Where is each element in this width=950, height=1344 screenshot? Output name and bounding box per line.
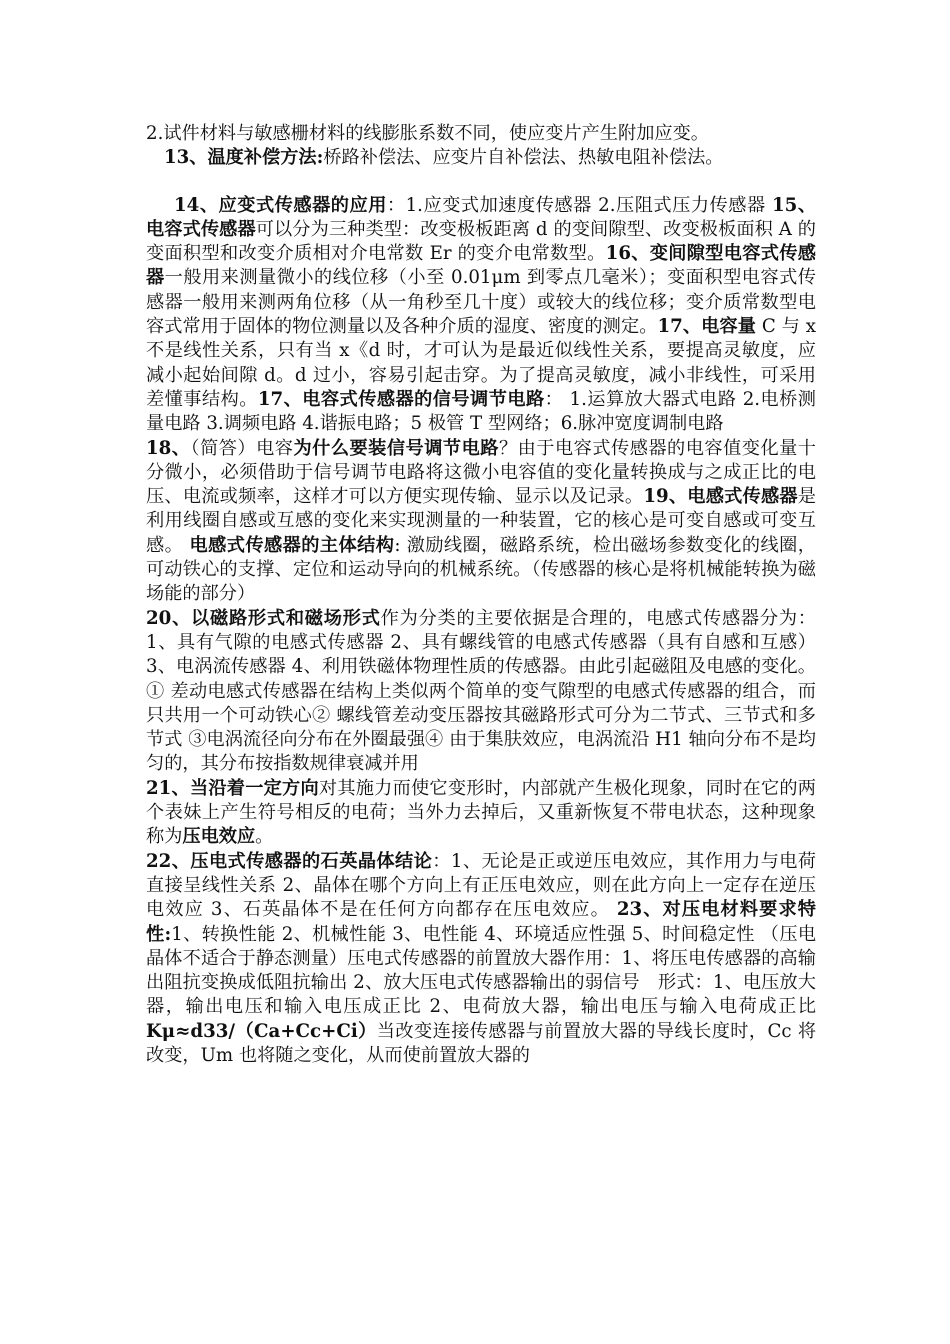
text: 1、转换性能 2、机械性能 3、电性能 4、环境适应性强 5、时间稳定性 （压电晶体不适合于静态测量）压电式传感器的前置放大器作用：1、将压电传感器的高输出阻抗变换成低阻抗输出 2、放大压电式传感器输出的弱信号 形式：1、电压放大器，输出电压和输入电压成正比 2、电荷放大器，输出电压与输入电荷成正比	[146, 923, 817, 1018]
heading-15: 15、电容式传感器	[146, 194, 817, 240]
text: ：1.应变式加速度传感器 2.压阻式压力传感器	[386, 194, 772, 216]
document-page	[146, 122, 816, 1068]
heading-21: 21、当沿着一定方向	[146, 777, 319, 799]
blank-line	[146, 171, 816, 194]
text: 。	[255, 826, 274, 848]
heading-19: 19、电感式传感器	[643, 486, 798, 508]
text: 是利用线圈自感或互感的变化来实现测量的一种装置，它的核心是可变自感或可变互感。	[146, 486, 816, 556]
heading-17b: 17、电容式传感器的信号调节电路	[257, 388, 545, 410]
text: C 与 x 不是线性关系，只有当 x《d 时，才可认为是最近似线性关系，要提高灵敏度，应减小起始间隙 d。d 过小，容易引起击穿。为了提高灵敏度，减小非线性，可采用差懂事结构。	[146, 316, 816, 410]
heading-19-structure: 电感式传感器的主体结构	[189, 534, 395, 556]
text: 当改变连接传感器与前置放大器的导线长度时，Cc 将改变，Um 也将随之变化，从而使前置放大器的	[146, 1020, 817, 1066]
heading-16: 16、变间隙型电容式传感器	[146, 243, 816, 289]
paragraph-21	[146, 777, 816, 850]
heading-17a: 17、电容量	[657, 316, 756, 338]
heading-23: 23、对压电材料要求特性:	[146, 899, 816, 945]
text: 对其施力而使它变形时，内部就产生极化现象，同时在它的两个表妹上产生符号相反的电荷；当外力去掉后，又重新恢复不带电状态，这种现象称为	[146, 777, 816, 848]
text: 可以分为三种类型：改变极板距离 d 的变间隙型、改变极板面积 A 的变面积型和改变介质相对介电常数 Er 的变介电常数型。	[146, 218, 816, 265]
heading-20: 20、以磁路形式和磁场形式	[146, 607, 381, 629]
heading-18: 18、	[146, 437, 191, 459]
paragraph-20	[146, 607, 816, 777]
text: ？由于电容式传感器的电容值变化量十分微小，必须借助于信号调节电路将这微小电容值的变化量转换成与之成正比的电压、电流或频率，这样才可以方便实现传输、显示以及记录。	[146, 437, 816, 508]
text: 桥路补偿法、应变片自补偿法、热敏电阻补偿法。	[323, 147, 724, 169]
paragraph-18-19	[146, 437, 816, 607]
paragraph-temperature-compensation	[146, 146, 816, 170]
text: 2.试件材料与敏感栅材料的线膨胀系数不同，使应变片产生附加应变。	[146, 123, 709, 144]
paragraph-strain-effect	[146, 122, 816, 146]
term-piezoelectric-effect: 压电效应	[182, 826, 256, 848]
paragraph-14-17	[146, 194, 816, 437]
heading-18-question: 为什么要装信号调节电路	[293, 437, 499, 459]
formula-sensitivity: Kμ≈d33/（Ca+Cc+Ci）	[146, 1020, 377, 1042]
heading-22: 22、压电式传感器的石英晶体结论	[146, 850, 433, 872]
text: ： 1.运算放大器式电路 2.电桥测量电路 3.调频电路 4.谐振电路；5 极管 T 型网络；6.脉冲宽度调制电路	[146, 388, 816, 435]
text: ：1、无论是正或逆压电效应，其作用力与电荷直接呈线性关系 2、晶体在哪个方向上有正压电效应，则在此方向上一定存在逆压电效应 3、石英晶体不是在任何方向都存在压电效应。	[146, 850, 816, 921]
text: 作为分类的主要依据是合理的，电感式传感器分为：1、具有气隙的电感式传感器 2、具有螺线管的电感式传感器（具有自感和互感）3、电涡流传感器 4、利用铁磁体物理性质的传感器。由此引起磁阻及电感的变化。① 差动电感式传感器在结构上类似两个简单的变气隙型的电感式传感器的组合，而只共用一个可动铁心② 螺线管差动变压器按其磁路形式可分为二节式、三节式和多节式 ③电涡流径向分布在外圈最强④ 由于集肤效应，电涡流沿 H1 轴向分布不是均匀的，其分布按指数规律衰减并用	[146, 607, 816, 775]
text: 一般用来测量微小的线位移（小至 0.01μm 到零点几毫米）；变面积型电容式传感器一般用来测两角位移（从一角秒至几十度）或较大的线位移；变介质常数型电容式常用于固体的物位测量以及各种介质的湿度、密度的测定。	[146, 267, 816, 338]
paragraph-22-23	[146, 850, 816, 1069]
heading-14: 14、应变式传感器的应用	[174, 194, 387, 216]
text: （简答）电容	[190, 437, 294, 459]
heading-13: 13、温度补偿方法:	[164, 147, 324, 169]
text: : 激励线圈，磁路系统，检出磁场参数变化的线圈，可动铁心的支撑、定位和运动导向的机械系统。（传感器的核心是将机械能转换为磁场能的部分）	[146, 534, 816, 605]
